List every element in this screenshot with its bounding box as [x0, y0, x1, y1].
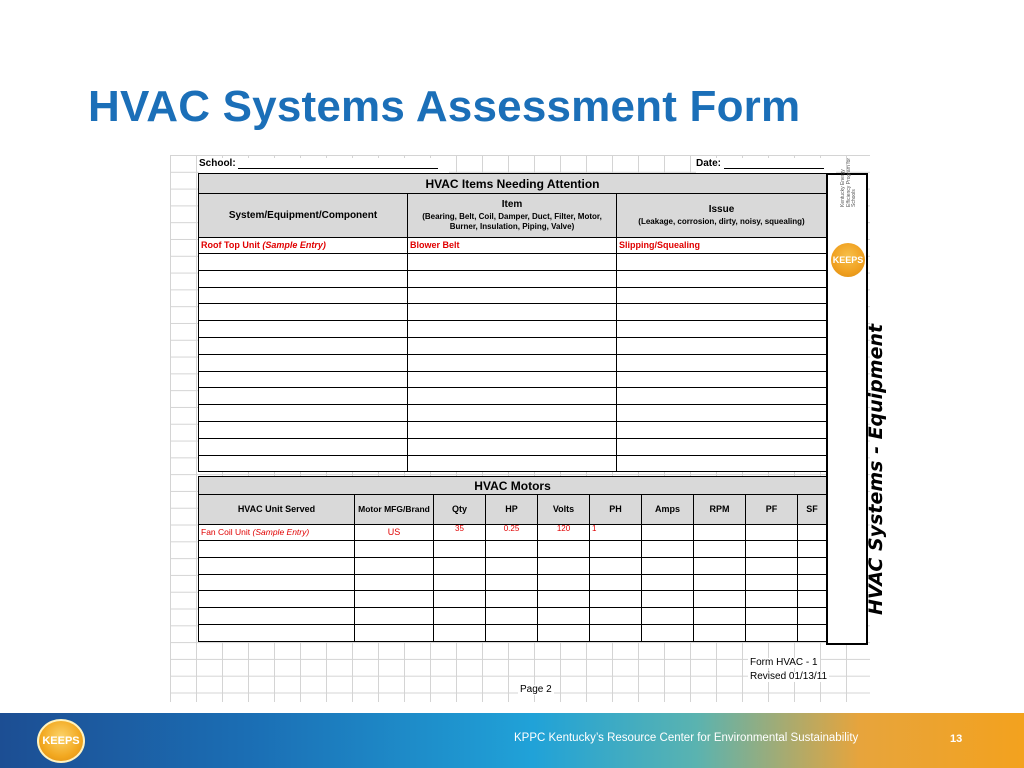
sample-qty: 35 — [434, 525, 486, 541]
col-item — [408, 194, 617, 238]
form-id: Form HVAC - 1 — [750, 657, 818, 668]
sample-ph: 1 — [590, 525, 642, 541]
table-row — [199, 287, 827, 304]
col-issue — [617, 194, 827, 238]
table-row — [199, 591, 827, 608]
attention-title: HVAC Items Needing Attention — [199, 174, 827, 194]
footer-logo-text: KEEPS — [42, 735, 80, 747]
assessment-form-image — [170, 155, 887, 702]
keeps-logo-icon — [37, 719, 85, 763]
motor-col-hp: HP — [486, 495, 538, 525]
slide-title: HVAC Systems Assessment Form — [88, 82, 801, 131]
motor-col-ph: PH — [590, 495, 642, 525]
school-label: School: — [199, 158, 236, 169]
sample-brand: US — [355, 525, 434, 541]
school-field — [199, 158, 449, 174]
table-row — [199, 254, 827, 271]
sample-unit-note: (Sample Entry) — [252, 527, 310, 538]
form-page-label: Page 2 — [520, 684, 552, 695]
table-row — [199, 337, 827, 354]
motor-col-unit: HVAC Unit Served — [199, 495, 355, 525]
keeps-logo-icon: KEEPS — [831, 243, 865, 277]
table-row — [199, 270, 827, 287]
side-panel — [826, 157, 887, 645]
motor-col-sf: SF — [798, 495, 827, 525]
col-item-label: Item — [501, 199, 523, 211]
col-issue-sub: (Leakage, corrosion, dirty, noisy, squealing) — [638, 216, 805, 226]
table-row — [199, 321, 827, 338]
motor-col-volts: Volts — [538, 495, 590, 525]
sample-unit: Fan Coil Unit — [201, 527, 251, 538]
motor-col-qty: Qty — [434, 495, 486, 525]
slide-number: 13 — [950, 733, 963, 745]
col-component-label: System/Equipment/Component — [228, 209, 378, 221]
table-row — [199, 455, 827, 472]
motor-col-rpm: RPM — [694, 495, 746, 525]
table-row — [199, 388, 827, 405]
date-label: Date: — [696, 158, 722, 169]
side-vertical-title: HVAC Systems - Equipment — [865, 323, 887, 615]
footer-org: KPPC Kentucky’s Resource Center for Environmental Sustainability — [514, 732, 859, 744]
table-row — [199, 405, 827, 422]
side-logo-caption: Kentucky Energy Efficiency Program for Schools — [840, 157, 857, 207]
sample-hp: 0.25 — [486, 525, 538, 541]
table-row — [199, 354, 827, 371]
table-row — [199, 624, 827, 641]
sample-item: Blower Belt — [408, 238, 617, 254]
motors-table — [198, 476, 827, 642]
sample-component-cell — [199, 238, 408, 254]
table-row — [199, 421, 827, 438]
sample-volts: 120 — [538, 525, 590, 541]
date-blank — [724, 158, 824, 169]
sample-component: Roof Top Unit — [201, 240, 260, 250]
table-row — [199, 371, 827, 388]
attention-sample-row — [199, 238, 827, 254]
table-row — [199, 608, 827, 625]
table-row — [199, 574, 827, 591]
col-component — [199, 194, 408, 238]
table-row — [199, 557, 827, 574]
table-row — [199, 541, 827, 558]
sample-issue: Slipping/Squealing — [617, 238, 827, 254]
motor-col-brand: Motor MFG/Brand — [355, 495, 434, 525]
col-item-sub: (Bearing, Belt, Coil, Damper, Duct, Filter, Motor, Burner, Insulation, Piping, Valve) — [422, 212, 602, 231]
motor-col-amps: Amps — [642, 495, 694, 525]
motor-col-pf: PF — [746, 495, 798, 525]
sample-unit-cell — [199, 525, 355, 541]
form-revised: Revised 01/13/11 — [750, 671, 828, 682]
motors-title: HVAC Motors — [199, 477, 827, 495]
sample-component-note: (Sample Entry) — [262, 240, 326, 250]
col-issue-label: Issue — [708, 203, 735, 215]
table-row — [199, 438, 827, 455]
table-row — [199, 304, 827, 321]
school-blank — [238, 158, 438, 169]
date-field — [696, 158, 836, 174]
attention-table — [198, 173, 827, 472]
footer-bar — [0, 713, 1024, 768]
motors-sample-row — [199, 525, 827, 541]
